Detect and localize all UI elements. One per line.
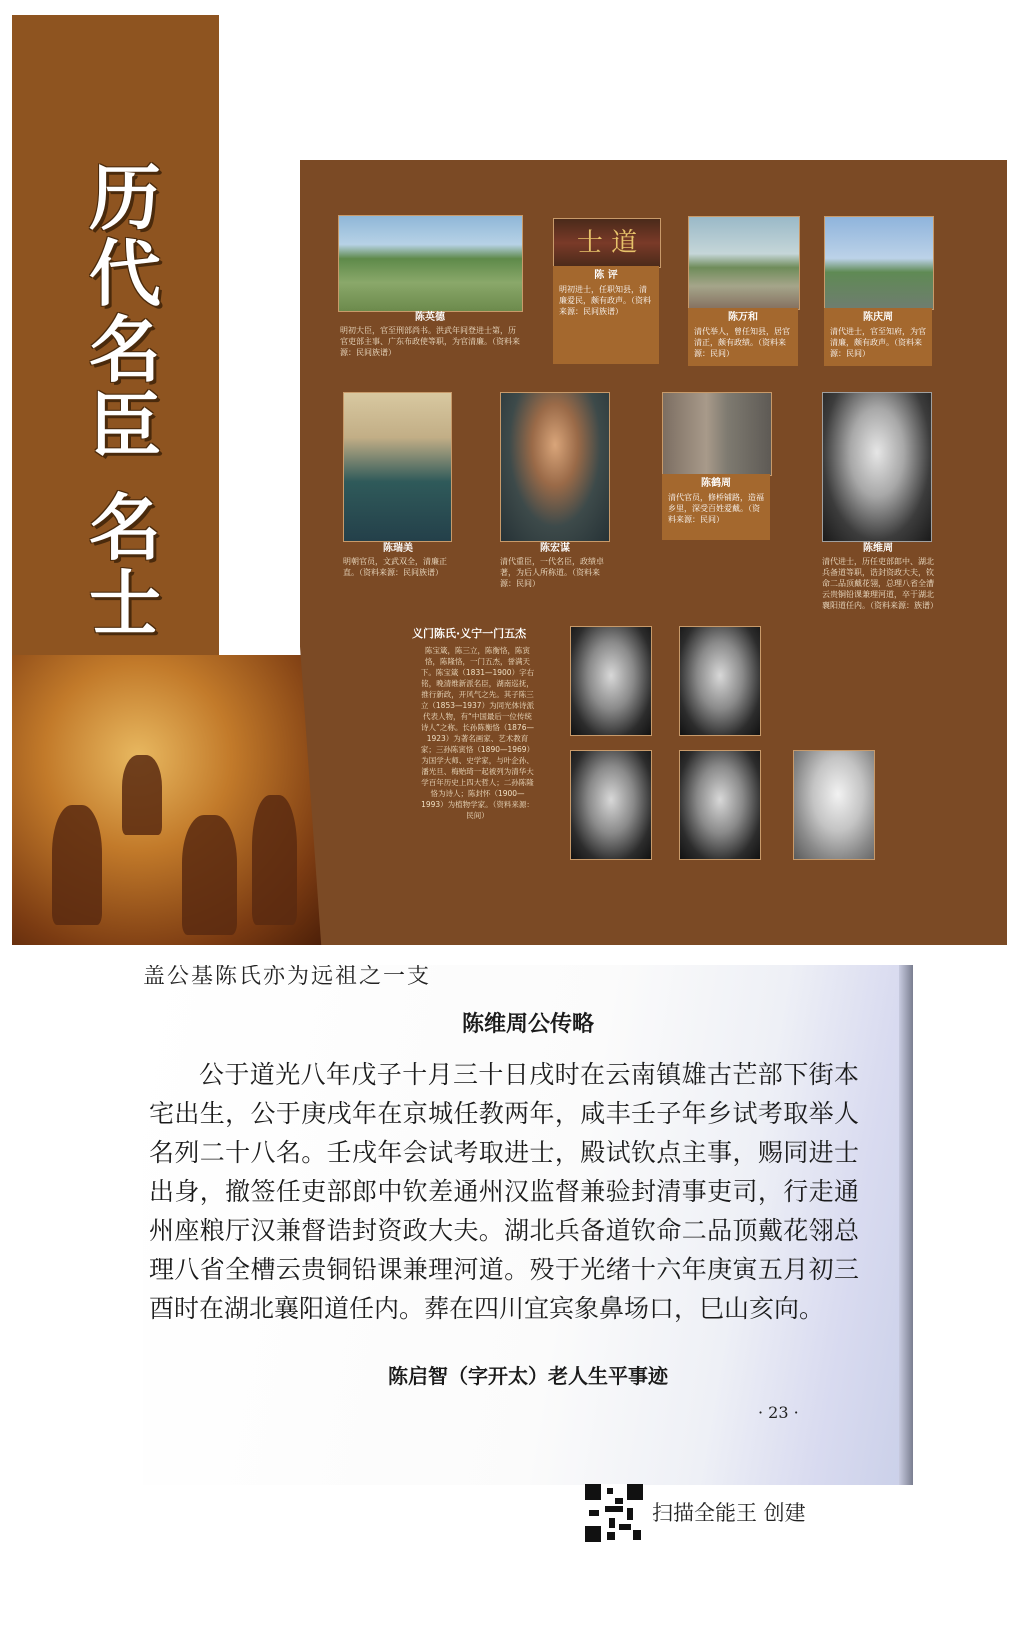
- notable-caption: [343, 543, 453, 578]
- town-collage-photo: [662, 392, 772, 476]
- notable-caption: [340, 312, 520, 358]
- title-char: 士: [88, 562, 161, 646]
- notable-bio: 清代进士，官至知府，为官清廉，颇有政声。（资料来源：民间）: [830, 327, 926, 358]
- official-portrait: [500, 392, 610, 542]
- notable-name: 陈瑞美: [383, 543, 413, 554]
- court-painting-image: [12, 655, 327, 945]
- notable-card: [688, 308, 798, 366]
- biography-heading: 陈维周公传略: [461, 1011, 594, 1037]
- notable-bio: 清代举人，曾任知县，居官清正，颇有政绩。（资料来源：民间）: [694, 327, 790, 358]
- poster-title: [60, 156, 190, 646]
- scanned-book-page: [143, 965, 913, 1485]
- elder-portrait: [822, 392, 932, 542]
- title-char: 历: [88, 156, 161, 240]
- notable-card: [553, 266, 659, 364]
- notable-name: 陈鹤周: [701, 478, 731, 489]
- notable-caption: [822, 543, 938, 611]
- notable-name: 陈英德: [415, 312, 445, 323]
- notable-bio: 明初进士，任职知县，清廉爱民，颇有政声。（资料来源：民间族谱）: [559, 285, 651, 316]
- notable-bio: 清代官员，修桥铺路，造福乡里，深受百姓爱戴。（资料来源：民间）: [668, 493, 764, 524]
- qr-code-icon: [585, 1484, 643, 1542]
- notable-card: [824, 308, 932, 366]
- family-member-photo: [679, 626, 761, 736]
- notable-bio: 明朝官员，文武双全，清廉正直。（资料来源：民间族谱）: [343, 557, 447, 577]
- biography-paragraph: 公于道光八年戊子十月三十日戌时在云南镇雄古芒部下街本宅出生，公于庚戌年在京城任教两年，咸丰壬子年乡试考取举人名列二十八名。壬戌年会试考取进士，殿试钦点主事，赐同进士出身，撤签任吏部郎中钦差通州汉监督兼验封清事吏司，行走通州座粮厅汉兼督诰封资政大夫。湖北兵备道钦命二品顶戴花翎总理八省全槽云贵铜铅课兼理河道。殁于光绪十六年庚寅五月初三酉时在湖北襄阳道任内。葬在四川宜宾象鼻场口，巳山亥向。: [149, 1060, 859, 1323]
- temple-photo: [688, 216, 800, 310]
- family-member-photo: [570, 626, 652, 736]
- notable-bio: 明初大臣，官至刑部尚书。洪武年间登进士第，历官吏部主事、广东布政使等职，为官清廉。（资料来源：民间族谱）: [340, 326, 520, 357]
- family-member-photo: [679, 750, 761, 860]
- official-portrait: [343, 392, 452, 542]
- title-char: 名: [88, 486, 161, 570]
- family-member-photo: [570, 750, 652, 860]
- notable-name: 陈 评: [594, 270, 618, 281]
- notable-name: 陈庆周: [863, 312, 893, 323]
- title-char: 臣: [88, 384, 161, 468]
- biography-body: [149, 1055, 859, 1328]
- family-section-text: 陈宝箴，陈三立，陈衡恪，陈寅恪，陈隆恪，一门五杰，誉满天下。陈宝箴（1831—1900）字右铭，晚清维新派名臣，湖南巡抚，推行新政，开风气之先。其子陈三立（1853—1937）为同光体诗派代表人物，有“中国最后一位传统诗人”之称。长孙陈衡恪（1876—1923）为著名画家、艺术教育家；三孙陈寅恪（1890—1969）为国学大师、史学家，与叶企孙、潘光旦、梅贻琦一起被列为清华大学百年历史上四大哲人；二孙陈隆恪为诗人；陈封怀（1900—1993）为植物学家。（资料来源：民间）: [420, 646, 535, 820]
- notable-name: 陈宏谋: [540, 543, 570, 554]
- landscape-photo: [338, 215, 523, 312]
- scanner-watermark: 扫描全能王 创建: [652, 1501, 806, 1525]
- notable-card: [662, 474, 770, 540]
- memorial-gate-photo: [824, 216, 934, 310]
- family-section-title: 义门陈氏·义宁一门五杰: [412, 627, 527, 640]
- notable-name: 陈万和: [728, 312, 758, 323]
- notable-caption: [500, 543, 610, 589]
- next-section-heading: 陈启智（字开太）老人生平事迹: [388, 1364, 668, 1388]
- family-member-photo: [793, 750, 875, 860]
- title-char: 代: [88, 232, 161, 316]
- notable-bio: 清代进士，历任吏部郎中、湖北兵备道等职，诰封资政大夫，钦命二品顶戴花翎，总理八省全漕云贵铜铅课兼理河道，卒于湖北襄阳道任内。（资料来源：族谱）: [822, 557, 938, 610]
- notable-bio: 清代重臣，一代名臣，政绩卓著，为后人所称道。（资料来源：民间）: [500, 557, 604, 588]
- title-char: 名: [88, 308, 161, 392]
- page-number: · 23 ·: [758, 1403, 799, 1422]
- cut-off-line: 盖公基陈氏亦为远祖之一支: [143, 965, 432, 989]
- notable-name: 陈维周: [863, 543, 893, 554]
- plaque-photo: 士 道: [553, 218, 661, 268]
